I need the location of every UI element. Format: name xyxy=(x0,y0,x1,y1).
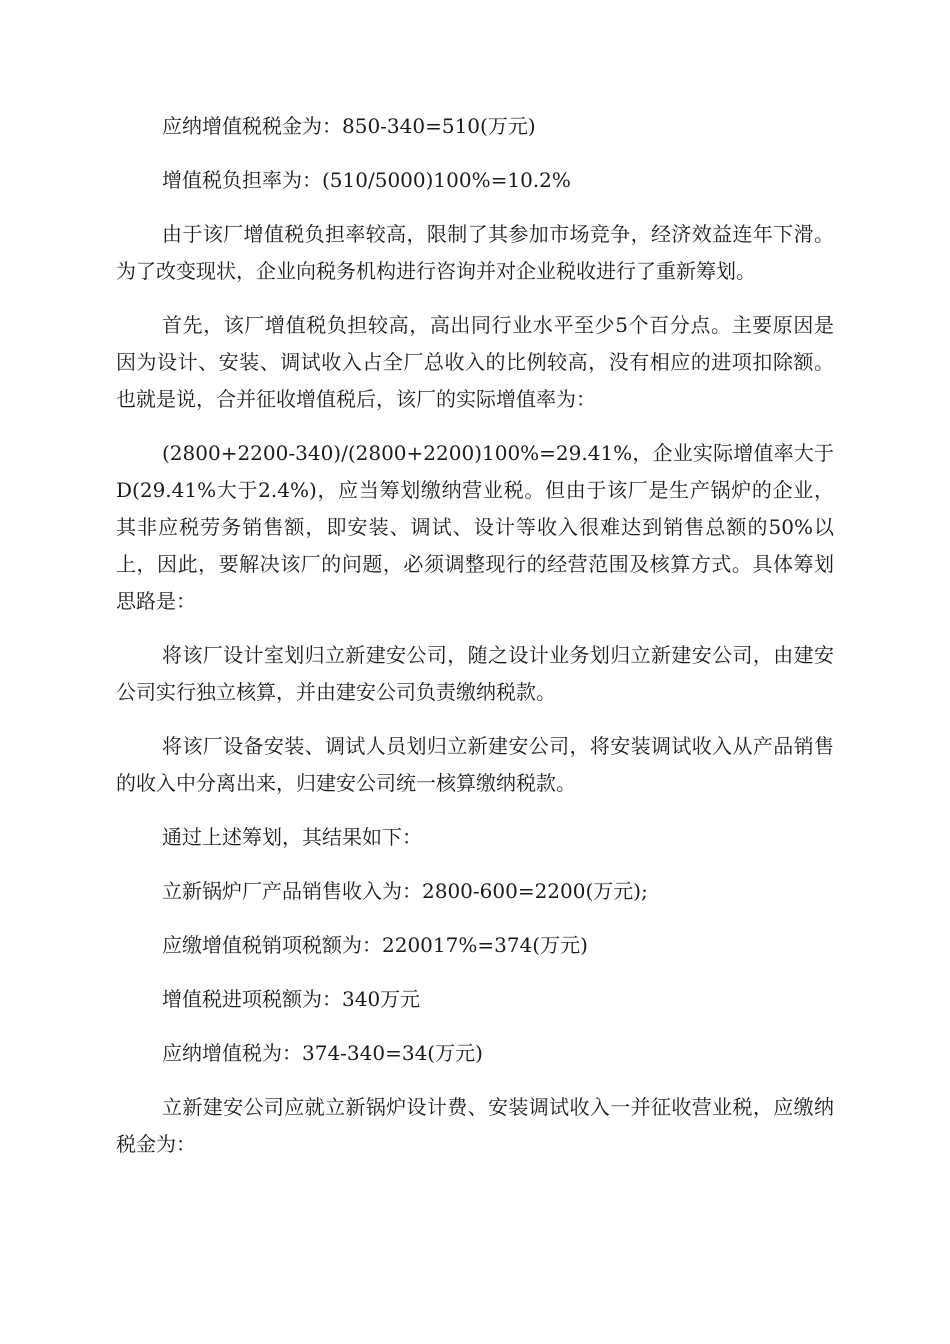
paragraph-value-added-rate: (2800+2200-340)/(2800+2200)100%=29.41%，企业实际增值率大于D(29.41%大于2.4%)，应当筹划缴纳营业税。但由于该厂是生产锅炉的企业，其非应税劳务销售额，即安装、调试、设计等收入很难达到销售总额的50%以上，因此，要解决该厂的问题，必须调整现行的经营范围及核算方式。具体筹划思路是： xyxy=(116,441,834,613)
paragraph-vat-burden-rate: 增值税负担率为：(510/5000)100%=10.2% xyxy=(162,168,571,192)
paragraph-analysis: 首先，该厂增值税负担较高，高出同行业水平至少5个百分点。主要原因是因为设计、安装、调试收入占全厂总收入的比例较高，没有相应的进项扣除额。也就是说，合并征收增值税后，该厂的实际增值率为： xyxy=(116,313,834,411)
paragraph-vat-payable: 应纳增值税税金为：850-340=510(万元) xyxy=(162,114,536,138)
paragraph-background: 由于该厂增值税负担率较高，限制了其参加市场竞争，经济效益连年下滑。为了改变现状，企业向税务机构进行咨询并对企业税收进行了重新筹划。 xyxy=(116,222,834,283)
document-body xyxy=(116,108,834,1180)
paragraph-plan-design: 将该厂设计室划归立新建安公司，随之设计业务划归立新建安公司，由建安公司实行独立核算，并由建安公司负责缴纳税款。 xyxy=(116,643,834,704)
paragraph-plan-installation: 将该厂设备安装、调试人员划归立新建安公司，将安装调试收入从产品销售的收入中分离出来，归建安公司统一核算缴纳税款。 xyxy=(116,734,834,795)
paragraph-sales-revenue: 立新锅炉厂产品销售收入为：2800-600=2200(万元); xyxy=(162,879,648,903)
paragraph-vat-due: 应纳增值税为：374-340=34(万元) xyxy=(162,1041,483,1065)
paragraph-results-intro: 通过上述筹划，其结果如下： xyxy=(162,825,422,849)
paragraph-input-tax: 增值税进项税额为：340万元 xyxy=(162,987,421,1011)
paragraph-business-tax: 立新建安公司应就立新锅炉设计费、安装调试收入一并征收营业税，应缴纳税金为： xyxy=(116,1095,834,1156)
paragraph-output-tax: 应缴增值税销项税额为：220017%=374(万元) xyxy=(162,933,588,957)
